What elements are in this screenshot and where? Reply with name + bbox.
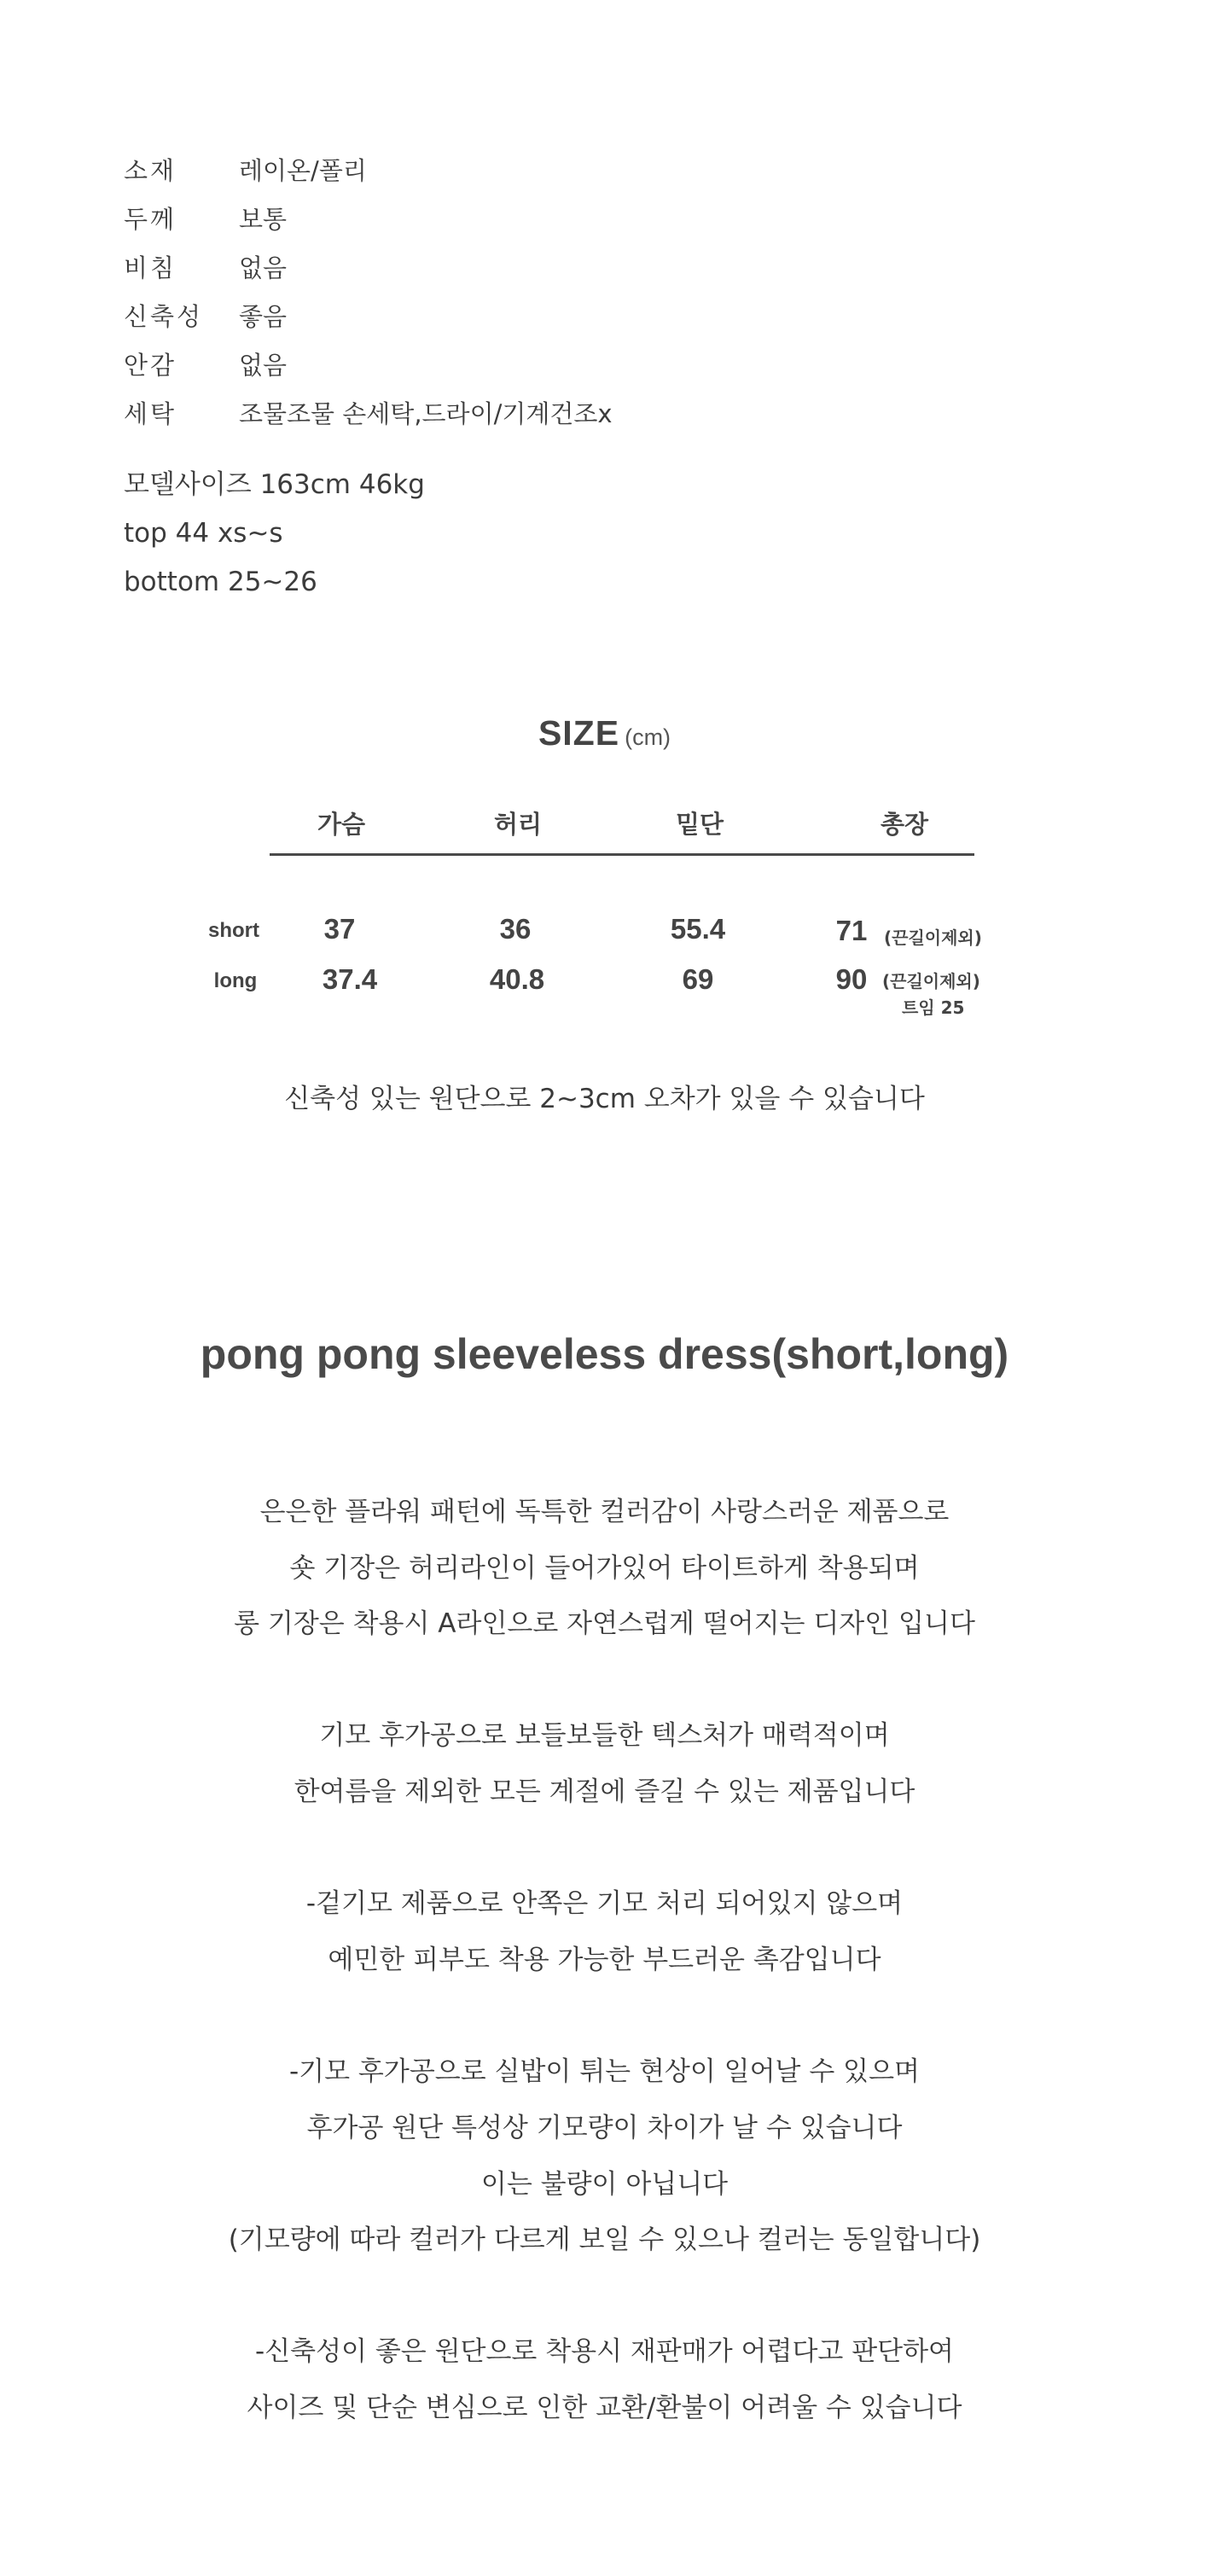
spec-label: 비침: [124, 253, 177, 282]
description-line: 은은한 플라워 패턴에 독특한 컬러감이 사랑스러운 제품으로: [259, 1497, 950, 1527]
cell-long-waist: 40.8: [489, 963, 545, 995]
size-tolerance-caption: 신축성 있는 원단으로 2~3cm 오차가 있을 수 있습니다: [284, 1084, 925, 1114]
spec-value: 없음: [239, 253, 288, 282]
spec-value: 보통: [239, 205, 288, 234]
size-table-divider: [270, 853, 974, 856]
spec-row-washing: [124, 395, 613, 433]
cell-short-chest: 37: [323, 913, 356, 945]
model-size-line: 모델사이즈 163cm 46kg: [124, 469, 425, 500]
description-line: 기모 후가공으로 보들보들한 텍스처가 매력적이며: [319, 1720, 890, 1751]
spec-label: 소재: [124, 156, 177, 185]
description-line: 사이즈 및 단순 변심으로 인한 교환/환불이 어려울 수 있습니다: [247, 2393, 962, 2423]
description-line: -기모 후가공으로 실밥이 튀는 현상이 일어날 수 있으며: [289, 2056, 920, 2087]
size-heading: [0, 713, 1209, 753]
cell-long-hem: 69: [682, 963, 714, 995]
size-title: SIZE: [538, 713, 620, 753]
spec-label: 안감: [124, 351, 177, 380]
column-header-length: 총장: [880, 810, 929, 839]
spec-label: 두께: [124, 205, 177, 234]
spec-row-sheerness: [124, 249, 287, 287]
spec-label: 세탁: [124, 399, 177, 428]
cell-short-length: 71: [835, 915, 868, 946]
spec-row-material: [124, 152, 367, 189]
cell-short-hem: 55.4: [670, 913, 726, 945]
model-top-line: top 44 xs~s: [124, 518, 283, 549]
description-line: -신축성이 좋은 원단으로 착용시 재판매가 어렵다고 판단하여: [255, 2336, 954, 2367]
row-label-short: short: [208, 919, 259, 942]
description-line: 이는 불량이 아닙니다: [480, 2169, 729, 2200]
cell-long-chest: 37.4: [322, 963, 378, 995]
note-short-strap: (끈길이제외): [884, 927, 982, 948]
spec-value: 없음: [239, 351, 288, 380]
column-header-chest: 가슴: [317, 810, 366, 839]
size-unit: (cm): [625, 724, 671, 750]
product-title: pong pong sleeveless dress(short,long): [200, 1330, 1009, 1378]
cell-long-length: 90: [835, 963, 868, 995]
spec-row-thickness: [124, 201, 287, 238]
spec-value: 레이온/폴리: [239, 156, 367, 185]
column-header-hem: 밑단: [675, 810, 724, 839]
spec-value: 조물조물 손세탁,드라이/기계건조x: [239, 399, 613, 428]
description-line: 한여름을 제외한 모든 계절에 즐길 수 있는 제품입니다: [294, 1776, 915, 1807]
note-long-strap: (끈길이제외): [882, 971, 980, 991]
description-line: 롱 기장은 착용시 A라인으로 자연스럽게 떨어지는 디자인 입니다: [234, 1608, 975, 1639]
note-long-slit: 트임 25: [902, 997, 965, 1018]
spec-row-stretch: [124, 298, 287, 335]
description-line: 숏 기장은 허리라인이 들어가있어 타이트하게 착용되며: [289, 1553, 920, 1584]
description-line: -겉기모 제품으로 안쪽은 기모 처리 되어있지 않으며: [305, 1888, 904, 1919]
description-line: 예민한 피부도 착용 가능한 부드러운 촉감입니다: [328, 1945, 881, 1975]
column-header-waist: 허리: [493, 810, 543, 839]
spec-value: 좋음: [239, 302, 288, 331]
spec-row-lining: [124, 346, 287, 384]
model-bottom-line: bottom 25~26: [124, 567, 317, 597]
spec-label: 신축성: [124, 302, 204, 331]
cell-short-waist: 36: [499, 913, 532, 945]
row-label-long: long: [213, 969, 258, 992]
description-line: (기모량에 따라 컬러가 다르게 보일 수 있으나 컬러는 동일합니다): [228, 2224, 981, 2255]
description-line: 후가공 원단 특성상 기모량이 차이가 날 수 있습니다: [306, 2113, 903, 2143]
